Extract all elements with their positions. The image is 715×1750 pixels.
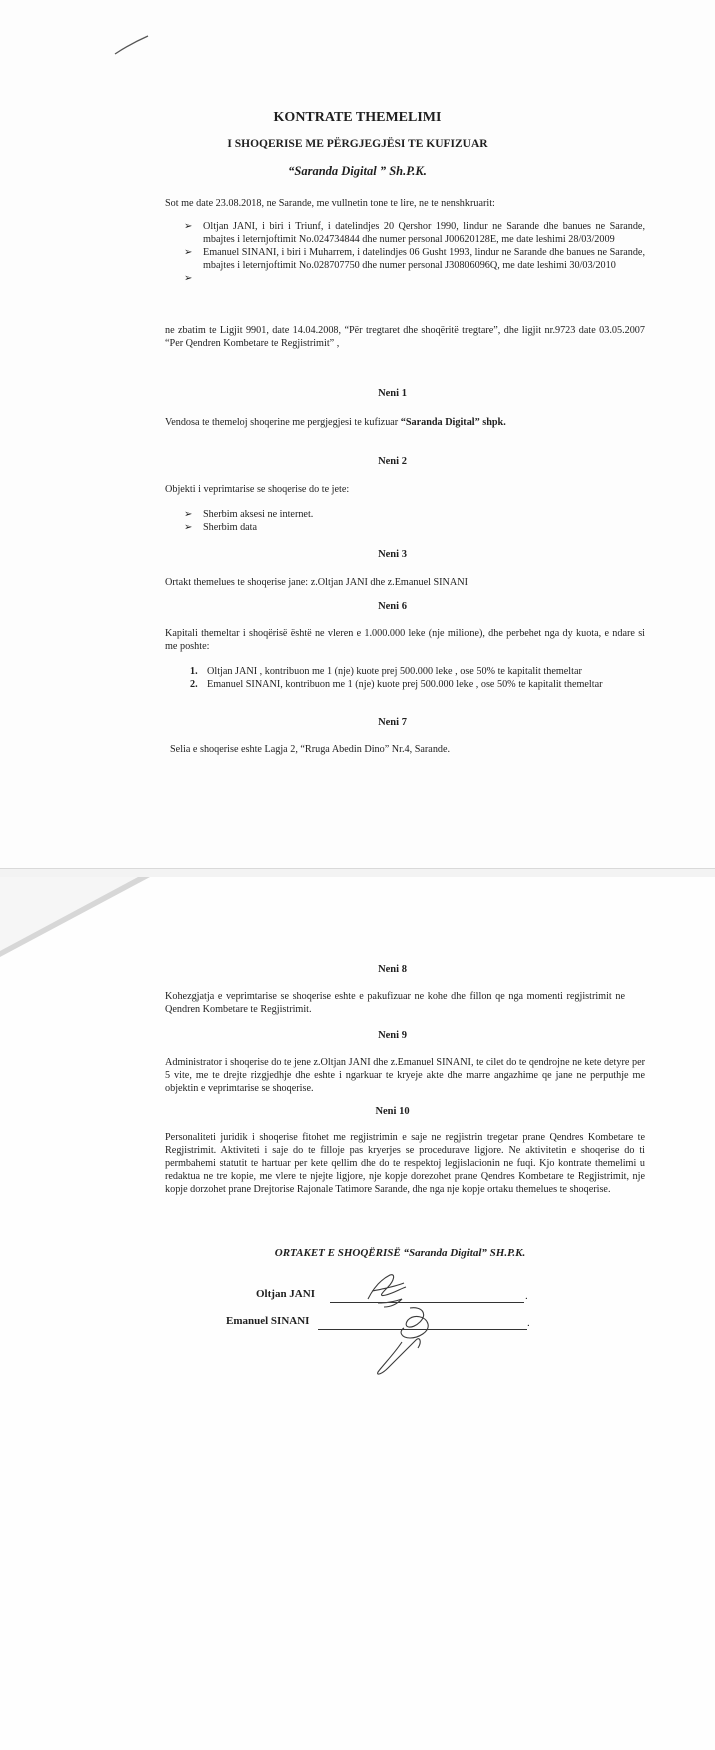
founders-list <box>184 220 645 285</box>
folded-corner-inner <box>0 877 138 951</box>
article-9-text: Administrator i shoqerise do te jene z.Oltjan JANI dhe z.Emanuel SINANI, te cilet do te qendrojne ne kete detyre per 5 vite, me te drejte rizgjedhje dhe eshte i ngarkuar te kryeje akte dhe marre angazhime qe jane ne perputhje me objektin e veprimtarise se shoqerise. <box>165 1057 645 1094</box>
article-7-text: Selia e shoqerise eshte Lagja 2, “Rruga Abedin Dino” Nr.4, Sarande. <box>170 744 451 755</box>
capital-item: 1. Oltjan JANI , kontribuon me 1 (nje) kuote prej 500.000 leke , ose 50% te kapitalit themeltar <box>190 666 582 677</box>
signature-line-end: . <box>527 1317 530 1329</box>
article-1-text: Vendosa te themeloj shoqerine me pergjegjesi te kufizuar “Saranda Digital” shpk. <box>165 417 506 428</box>
arrow-bullet-icon: ➢ <box>184 509 193 520</box>
capital-list <box>190 665 652 691</box>
article-10-heading: Neni 10 <box>375 1106 410 1117</box>
founder-item: ➢ Emanuel SINANI, i biri i Muharrem, i datelindjes 06 Gusht 1993, lindur ne Sarande dhe banues ne Sarande, mbajtes i leternjoftimit No.028707750 dhe numer personal J30806096Q, me date leshimi 30/03/2010 <box>184 247 645 271</box>
arrow-bullet-icon: ➢ <box>184 221 193 232</box>
article-7-heading: Neni 7 <box>378 717 407 728</box>
signature-line-end: . <box>525 1290 528 1302</box>
document-page-1 <box>0 0 715 868</box>
signatory-name: Oltjan JANI <box>256 1288 315 1300</box>
article-9-heading: Neni 9 <box>378 1030 407 1041</box>
article-6-text: Kapitali themeltar i shoqërisë është ne vleren e 1.000.000 leke (nje milione), dhe perbehet nga dy kuota, e ndare si me poshte: <box>165 628 645 652</box>
document-page-2 <box>0 877 715 1750</box>
founder-item-empty <box>184 272 645 285</box>
article-3-text: Ortakt themelues te shoqerise jane: z.Oltjan JANI dhe z.Emanuel SINANI <box>165 577 468 588</box>
legal-basis-text: ne zbatim te Ligjit 9901, date 14.04.2008, “Për tregtaret dhe shoqëritë tregtare”, dhe ligjit nr.9723 date 03.05.2007 “Per Qendren Kombetare te Regjistrimit” , <box>165 325 645 349</box>
article-1-heading: Neni 1 <box>378 388 407 399</box>
founder-item: ➢ Oltjan JANI, i biri i Triunf, i datelindjes 20 Qershor 1990, lindur ne Sarande dhe banues ne Sarande, mbajtes i leternjoftimit No.024734844 dhe numer personal J00620128E, me date leshimi 28/03/2009 <box>184 221 645 245</box>
capital-item: 2. Emanuel SINANI, kontribuon me 1 (nje) kuote prej 500.000 leke , ose 50% te kapitalit themeltar <box>190 679 603 690</box>
arrow-bullet-icon: ➢ <box>184 273 193 284</box>
activity-list <box>184 508 603 534</box>
signature-emanuel-sinani <box>372 1302 442 1384</box>
activity-item: ➢ Sherbim data <box>184 522 258 533</box>
intro-text: Sot me date 23.08.2018, ne Sarande, me vullnetin tone te lire, ne te nenshkruarit: <box>165 198 495 209</box>
article-2-heading: Neni 2 <box>378 456 407 467</box>
arrow-bullet-icon: ➢ <box>184 522 193 533</box>
article-3-heading: Neni 3 <box>378 549 407 560</box>
activity-item: ➢ Sherbim aksesi ne internet. <box>184 509 314 520</box>
article-8-text: Kohezgjatja e veprimtarise se shoqerise eshte e pakufizuar ne kohe dhe fillon qe nga momenti regjistrimit ne Qendren Kombetare te Regjistrimit. <box>165 991 625 1015</box>
article-6-heading: Neni 6 <box>378 601 407 612</box>
signatories-heading: ORTAKET E SHOQËRISË “Saranda Digital” SH.P.K. <box>274 1247 526 1259</box>
signatory-name: Emanuel SINANI <box>226 1315 310 1327</box>
company-name-line: “Saranda Digital ” Sh.P.K. <box>288 164 427 178</box>
article-8-heading: Neni 8 <box>378 964 407 975</box>
contract-title: KONTRATE THEMELIMI <box>273 110 442 125</box>
pen-mark <box>112 30 152 58</box>
article-10-text: Personaliteti juridik i shoqerise fitohet me regjistrimin e saje ne regjistrin tregetar prane Qendres Kombetare te Regjistrimit. Aktiviteti i saje do te filloje pas kryerjes se procedurave ligjore. Ne aktivitetin e shoqerise do ti permbahemi statutit te hartuar per kete qellim dhe do te respektoj legjislacionin ne fuqi. Kjo kontrate themelimi u redaktua ne tre kopie, me vlere te njejte ligjore, nje kopje dorezohet prane Qendres Kombetare te Regjistrimit, nje kopje dorzohet prane Drejtorise Rajonale Tatimore Sarande, dhe nga nje kopje ortaku themelues te shoqerise. <box>165 1132 645 1195</box>
arrow-bullet-icon: ➢ <box>184 247 193 258</box>
contract-subtitle: I SHOQERISE ME PËRGJEGJËSI TE KUFIZUAR <box>227 138 488 150</box>
article-2-text: Objekti i veprimtarise se shoqerise do te jete: <box>165 484 350 495</box>
